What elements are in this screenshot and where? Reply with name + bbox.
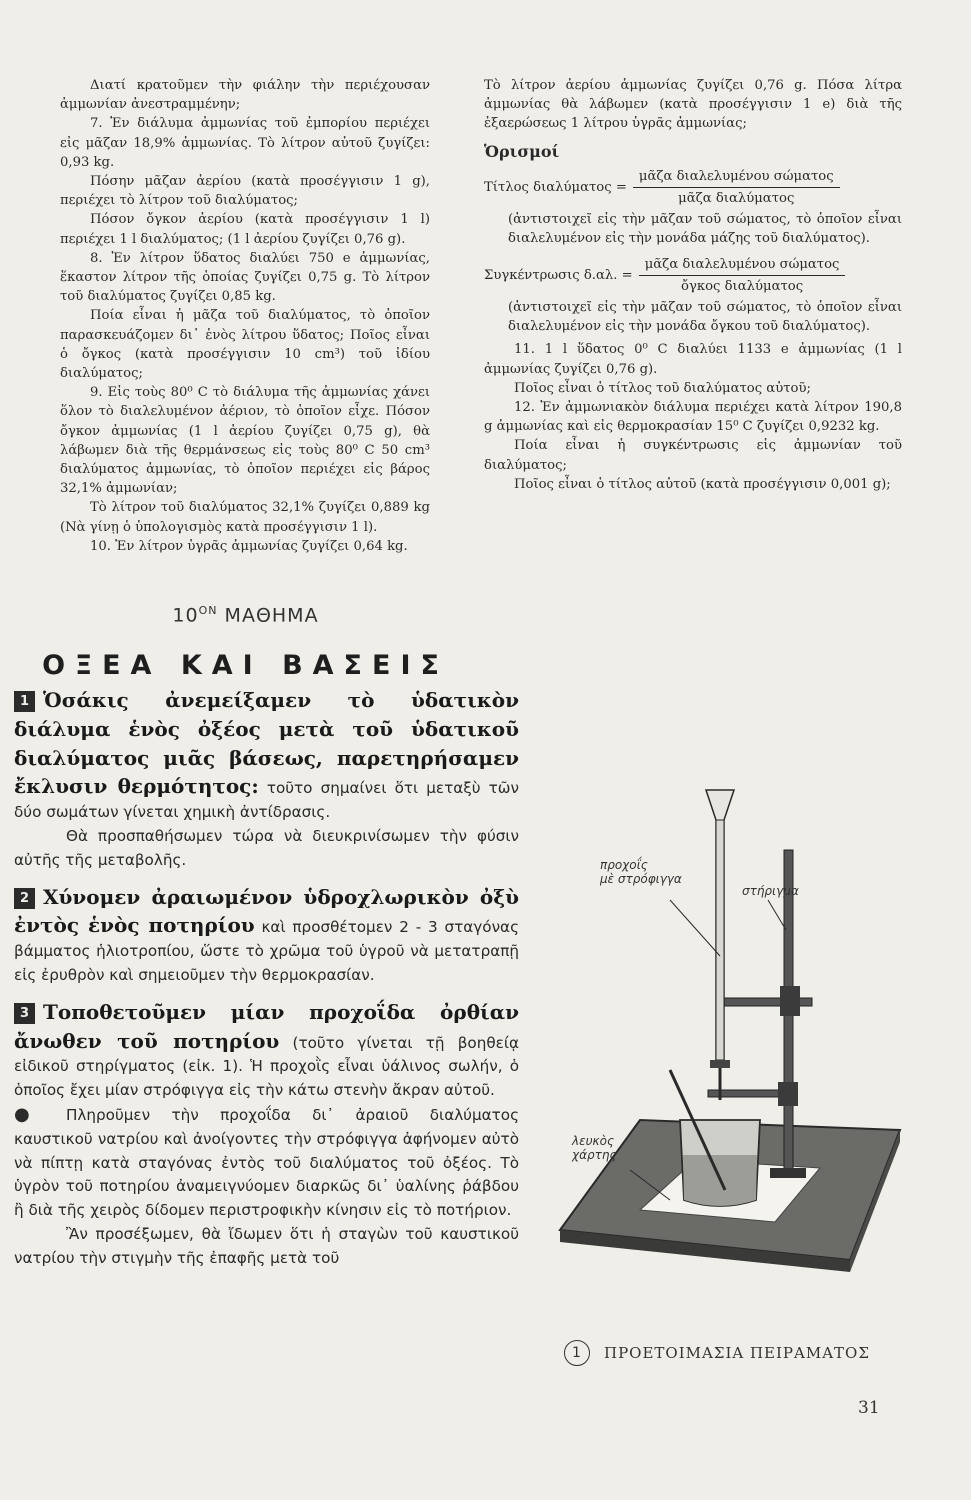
formula-lhs: Συγκέντρωσις δ.αλ. = [484, 267, 633, 283]
exercise-11: 11. 1 l ὕδατος 0⁰ C διαλύει 1133 e ἀμμωνίας (1 l ἀμμωνίας ζυγίζει 0,76 g). [484, 342, 902, 377]
section-bold-text: Τοποθετοῦμεν μίαν προχοΐδα ὀρθίαν ἄνωθεν τοῦ ποτηρίου [14, 999, 519, 1053]
section-text: τοῦτο σημαίνει ὅτι μεταξὺ τῶν δύο σωμάτων γίνεται χημικὴ ἀντίδρασις. [14, 779, 519, 822]
lesson-number: 10 [172, 604, 199, 627]
exercise-text: Ποία εἶναι ἡ μᾶζα τοῦ διαλύματος, τὸ ὁποῖον παρασκευάζομεν δι᾿ ἑνὸς λίτρου ὕδατος; Ποῖος εἶναι ὁ ὄγκος (κατὰ προσέγγισιν 10 cm³) τοῦ ἰδίου διαλύματος; [60, 308, 430, 382]
section-1 [14, 686, 519, 825]
section-text: Ἂν προσέξωμεν, θὰ ἴδωμεν ὅτι ἡ σταγὼν τοῦ καυστικοῦ νατρίου τὴν στιγμὴν τῆς ἐπαφῆς μετὰ τοῦ [14, 1224, 519, 1267]
lesson-title [0, 604, 491, 626]
exercise-text: Ποία εἶναι ἡ συγκέντρωσις εἰς ἀμμωνίαν τοῦ διαλύματος; [484, 438, 902, 473]
label-stand: στήριγμα [742, 884, 799, 898]
formula-lhs: Τίτλος διαλύματος = [484, 179, 627, 195]
formula-note: (ἀντιστοιχεῖ εἰς τὴν μᾶζαν τοῦ σώματος, τὸ ὁποῖον εἶναι διαλελυμένον εἰς τὴν μονάδα μάζης τοῦ διαλύματος). [508, 212, 902, 247]
formula-denominator: μᾶζα διαλύματος [678, 191, 795, 207]
exercise-10: 10. Ἐν λίτρον ὑγρᾶς ἀμμωνίας ζυγίζει 0,64 kg. [90, 538, 408, 554]
formula-note: (ἀντιστοιχεῖ εἰς τὴν μᾶζαν τοῦ σώματος, τὸ ὁποῖον εἶναι διαλελυμένον εἰς τὴν μονάδα ὄγκου τοῦ διαλύματος). [508, 300, 902, 335]
section-3 [14, 998, 519, 1103]
exercise-8: 8. Ἐν λίτρον ὕδατος διαλύει 750 e ἀμμωνίας, ἕκαστον λίτρον τῆς ὁποίας ζυγίζει 0,75 g. Τὸ λίτρον τοῦ διαλύματος ζυγίζει 0,85 kg. [60, 250, 430, 305]
experiment-figure [520, 760, 940, 1320]
title-formula [484, 167, 902, 208]
exercise-text: Διατί κρατοῦμεν τὴν φιάλην τὴν περιέχουσαν ἀμμωνίαν ἀνεστραμμένην; [60, 78, 430, 113]
exercise-7: 7. Ἐν διάλυμα ἀμμωνίας τοῦ ἐμπορίου περιέχει εἰς μᾶζαν 18,9% ἀμμωνίας. Τὸ λίτρον αὐτοῦ ζυγίζει: 0,93 kg. [60, 116, 430, 170]
formula-fraction [633, 167, 840, 208]
exercise-12: 12. Ἐν ἀμμωνιακὸν διάλυμα περιέχει κατὰ λίτρον 190,8 g ἀμμωνίας καὶ εἰς θερμοκρασίαν 15⁰ C ζυγίζει 0,9232 kg. [484, 400, 902, 435]
right-exercise-column [484, 76, 902, 494]
formula-numerator: μᾶζα διαλελυμένου σώματος [639, 255, 846, 276]
exercise-text: Ποῖος εἶναι ὁ τίτλος τοῦ διαλύματος αὐτοῦ; [514, 380, 811, 396]
section-number-badge: 2 [14, 888, 35, 909]
formula-fraction [639, 255, 846, 296]
section-2 [14, 883, 519, 988]
section-text: ● Πληροῦμεν τὴν προχοΐδα δι᾿ ἀραιοῦ διαλύματος καυστικοῦ νατρίου καὶ ἀνοίγοντες τὴν στρόφιγγα ἀφήνομεν αὐτὸ νὰ πίπτῃ κατὰ σταγόνας ἐντὸς τοῦ διαλύματος τοῦ ὀξέος. Τὸ ὑγρὸν τοῦ ποτηρίου ἀναμειγνύομεν διαρκῶς δι᾿ ὑαλίνης ῥάβδου ἢ διὰ τῆς χειρὸς δίδομεν περιστροφικὴν κίνησιν εἰς τὸ ποτήριον. [14, 1103, 519, 1220]
section-text: Θὰ προσπαθήσωμεν τώρα νὰ διευκρινίσωμεν τὴν φύσιν αὐτῆς τῆς μεταβολῆς. [14, 826, 519, 869]
burette-stand-illustration [520, 760, 940, 1320]
lesson-number-suffix: ΟΝ [198, 604, 218, 617]
figure-caption [564, 1340, 904, 1366]
main-text [14, 686, 519, 1271]
lesson-word: ΜΑΘΗΜΑ [224, 604, 319, 627]
section-bold-text: Ὁσάκις ἀνεμείξαμεν τὸ ὑδατικὸν διάλυμα ἑνὸς ὀξέος μετὰ τοῦ ὑδατικοῦ διαλύματος μιᾶς βάσεως, παρετηρήσαμεν ἔκλυσιν θερμότητος: [14, 688, 519, 799]
concentration-formula [484, 255, 902, 296]
exercise-text: Τὸ λίτρον τοῦ διαλύματος 32,1% ζυγίζει 0,889 kg (Νὰ γίνῃ ὁ ὑπολογισμὸς κατὰ προσέγγισιν 1 l). [60, 500, 430, 535]
exercise-text: Πόσον ὄγκον ἀερίου (κατὰ προσέγγισιν 1 l) περιέχει 1 l διαλύματος; (1 l ἀερίου ζυγίζει 0,76 g). [60, 212, 430, 247]
chapter-title: ΟΞΕΑ ΚΑΙ ΒΑΣΕΙΣ [42, 650, 449, 681]
figure-caption-text: ΠΡΟΕΤΟΙΜΑΣΙΑ ΠΕΙΡΑΜΑΤΟΣ [604, 1344, 870, 1362]
bullet-icon: ● [14, 1103, 30, 1125]
label-burette: προχοΐς μὲ στρόφιγγα [600, 858, 682, 886]
section-text: καὶ προσθέτομεν 2 - 3 σταγόνας βάμματος ἡλιοτροπίου, ὥστε τὸ χρῶμα τοῦ ὑγροῦ νὰ μετατραπῇ εἰς ἐρυθρὸν καὶ σημειοῦμεν τὴν θερμοκρασίαν. [14, 918, 519, 984]
exercise-text: Ποῖος εἶναι ὁ τίτλος αὐτοῦ (κατὰ προσέγγισιν 0,001 g); [514, 476, 891, 492]
page-number: 31 [858, 1398, 880, 1418]
section-bold-text: Χύνομεν ἀραιωμένον ὑδροχλωρικὸν ὀξὺ ἐντὸς ἑνὸς ποτηρίου [14, 884, 519, 938]
section-number-badge: 1 [14, 691, 35, 712]
left-exercise-column [60, 76, 430, 556]
section-text: (τοῦτο γίνεται τῇ βοηθείᾳ εἰδικοῦ στηρίγματος (εἰκ. 1). Ἡ προχοῒς εἶναι ὑάλινος σωλήν, ὁ ὁποῖος ἔχει μίαν στρόφιγγα εἰς τὴν κάτω στενὴν ἄκραν αὐτοῦ. [14, 1033, 519, 1100]
exercise-text: Τὸ λίτρον ἀερίου ἀμμωνίας ζυγίζει 0,76 g. Πόσα λίτρα ἀμμωνίας θὰ λάβωμεν (κατὰ προσέγγισιν 1 e) διὰ τῆς ἐξαερώσεως 1 λίτρου ὑγρᾶς ἀμμωνίας; [484, 78, 902, 132]
section-number-badge: 3 [14, 1003, 35, 1024]
exercise-text: Πόσην μᾶζαν ἀερίου (κατὰ προσέγγισιν 1 g), περιέχει τὸ λίτρον τοῦ διαλύματος; [60, 174, 430, 209]
figure-number-badge: 1 [564, 1340, 590, 1366]
formula-numerator: μᾶζα διαλελυμένου σώματος [633, 167, 840, 188]
label-white-paper: λευκὸς χάρτης [572, 1134, 617, 1162]
formula-denominator: ὄγκος διαλύματος [681, 278, 804, 294]
definitions-heading: Ὁρισμοί [484, 141, 560, 161]
exercise-9: 9. Εἰς τοὺς 80⁰ C τὸ διάλυμα τῆς ἀμμωνίας χάνει ὅλον τὸ διαλελυμένον ἀέριον, τὸ ὁποῖον εἶχε. Πόσον ὄγκον ἀμμωνίας (1 l ἀερίου ζυγίζει 0,75 g), θὰ λάβωμεν διὰ τῆς θερμάνσεως εἰς τοὺς 80⁰ C 50 cm³ διαλύματος ἀμμωνίας, τὸ ὁποῖον περιέχει εἰς βάρος 32,1% ἀμμωνίαν; [60, 385, 430, 497]
